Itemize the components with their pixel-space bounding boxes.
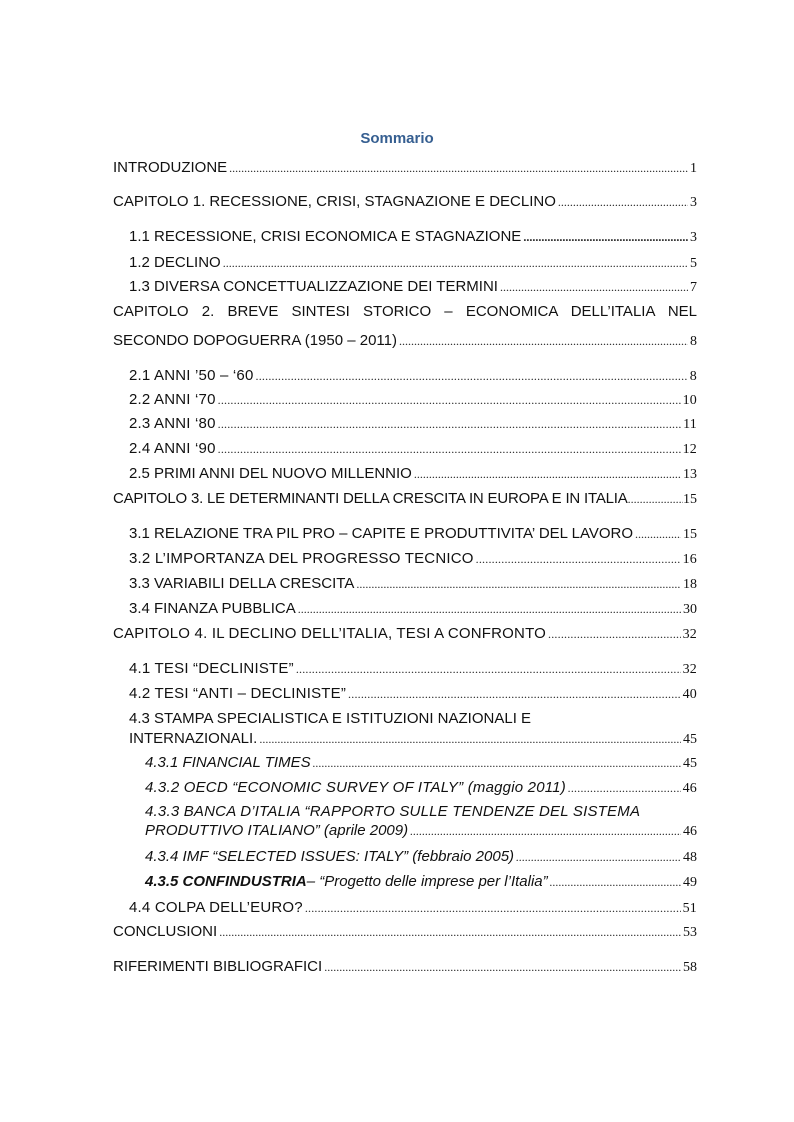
page-title: Sommario xyxy=(360,130,434,147)
toc-entry[interactable] xyxy=(129,413,697,435)
toc-entry-label: 1.1 RECESSIONE, CRISI ECONOMICA E STAGNAZIONE xyxy=(129,228,522,245)
toc-entry-label: 2.1 ANNI ’50 – ‘60 xyxy=(129,367,254,384)
toc-leader xyxy=(523,226,688,248)
toc-leader xyxy=(256,365,688,387)
toc-leader xyxy=(218,438,681,460)
toc-entry[interactable] xyxy=(145,777,697,799)
toc-page-number: 10 xyxy=(682,393,697,408)
toc-entry-label: INTERNAZIONALI. xyxy=(129,730,258,747)
toc-leader xyxy=(635,523,681,545)
toc-entry[interactable] xyxy=(129,548,697,570)
toc-entry-label: 4.3.1 FINANCIAL TIMES xyxy=(145,754,311,771)
toc-leader xyxy=(229,157,688,179)
toc-entry-label: 2.2 ANNI ‘70 xyxy=(129,391,216,408)
toc-entry[interactable] xyxy=(145,752,697,774)
toc-entry[interactable] xyxy=(129,728,697,750)
toc-page-number: 8 xyxy=(690,334,697,349)
toc-page-number: 7 xyxy=(690,280,697,295)
toc-entry[interactable] xyxy=(129,683,697,705)
toc-entry[interactable] xyxy=(145,871,697,893)
toc-entry-label: 3.1 RELAZIONE TRA PIL PRO – CAPITE E PRODUTTIVITA’ DEL LAVORO xyxy=(129,525,634,542)
toc-entry[interactable] xyxy=(129,365,697,387)
toc-leader xyxy=(296,658,681,680)
toc-entry[interactable] xyxy=(129,463,697,485)
toc-page-number: 1 xyxy=(690,161,697,176)
toc-entry-label: CAPITOLO 3. LE DETERMINANTI DELLA CRESCITA IN EUROPA E IN ITALIA xyxy=(113,490,628,507)
toc-entry[interactable] xyxy=(129,658,697,680)
toc-entry-label: 2.4 ANNI ‘90 xyxy=(129,440,216,457)
toc-page-number: 5 xyxy=(690,256,697,271)
toc-leader xyxy=(324,956,681,978)
toc-page-number: 16 xyxy=(682,552,697,567)
toc-entry[interactable] xyxy=(113,488,697,510)
toc-page-number: 8 xyxy=(689,369,697,384)
toc-entry-label: RIFERIMENTI BIBLIOGRAFICI xyxy=(113,958,323,975)
toc-page-number: 12 xyxy=(682,442,697,457)
toc-leader xyxy=(399,330,688,352)
toc-entry-label: 2.5 PRIMI ANNI DEL NUOVO MILLENNIO xyxy=(129,465,412,482)
toc-entry-label: CAPITOLO 4. IL DECLINO DELL’ITALIA, TESI A CONFRONTO xyxy=(113,625,547,642)
toc-entry[interactable] xyxy=(113,330,697,352)
toc-page-number: 46 xyxy=(683,824,697,839)
toc-leader xyxy=(568,777,681,799)
toc-page-number: 51 xyxy=(682,901,697,916)
toc-leader xyxy=(218,413,681,435)
toc-leader xyxy=(500,276,688,298)
toc-entry[interactable] xyxy=(129,276,697,298)
toc-entry-label: CONCLUSIONI xyxy=(113,923,218,940)
toc-entry[interactable] xyxy=(129,438,697,460)
toc-page-number: 48 xyxy=(683,850,697,865)
toc-page-number: 58 xyxy=(683,960,697,975)
toc-page-number: 11 xyxy=(683,417,697,432)
toc-entry-label: 3.2 L’IMPORTANZA DEL PROGRESSO TECNICO xyxy=(129,550,474,567)
toc-entry[interactable] xyxy=(129,226,697,248)
toc-entry-label: 2.3 ANNI ‘80 xyxy=(129,415,216,432)
toc-leader xyxy=(550,871,681,893)
toc-entry[interactable] xyxy=(129,389,697,411)
toc-entry[interactable] xyxy=(129,598,697,620)
toc-leader xyxy=(348,683,681,705)
toc-entry[interactable] xyxy=(113,157,697,179)
toc-entry[interactable] xyxy=(145,846,697,868)
toc-page-number: 32 xyxy=(682,627,697,642)
toc-leader xyxy=(305,897,681,919)
toc-entry-label: 4.4 COLPA DELL’EURO? xyxy=(129,899,303,916)
toc-entry[interactable] xyxy=(129,252,697,274)
toc-leader xyxy=(356,573,681,595)
toc-entry[interactable] xyxy=(129,573,697,595)
toc-page-number: 3 xyxy=(690,195,697,210)
toc-entry[interactable] xyxy=(113,191,697,213)
toc-entry[interactable] xyxy=(113,623,697,645)
toc-page-number: 45 xyxy=(683,732,697,747)
toc-leader xyxy=(476,548,681,570)
toc-page-number: 53 xyxy=(683,925,697,940)
toc-page-number: 15 xyxy=(683,527,697,542)
toc-entry[interactable] xyxy=(145,820,697,842)
toc-entry-label-rest: – “Progetto delle imprese per l’Italia” xyxy=(306,873,548,890)
toc-leader xyxy=(410,820,681,842)
toc-page-number: 30 xyxy=(683,602,697,617)
toc-page-number: 15 xyxy=(683,492,697,507)
toc-leader xyxy=(219,921,681,943)
toc-page-number: 18 xyxy=(683,577,697,592)
toc-entry-continued[interactable]: 4.3 STAMPA SPECIALISTICA E ISTITUZIONI NAZIONALI E xyxy=(129,710,532,727)
toc-entry-label: INTRODUZIONE xyxy=(113,159,228,176)
toc-entry-label: 4.1 TESI “DECLINISTE” xyxy=(129,660,294,677)
toc-entry-continued[interactable]: 4.3.3 BANCA D’ITALIA “RAPPORTO SULLE TENDENZE DEL SISTEMA xyxy=(145,803,641,820)
toc-leader xyxy=(218,389,681,411)
toc-entry-continued[interactable]: CAPITOLO 2. BREVE SINTESI STORICO – ECONOMICA DELL’ITALIA NEL xyxy=(113,303,697,320)
toc-page-number: 49 xyxy=(683,875,697,890)
toc-entry-label: 4.2 TESI “ANTI – DECLINISTE” xyxy=(129,685,347,702)
toc-entry-label: 3.4 FINANZA PUBBLICA xyxy=(129,600,296,617)
toc-page-number: 40 xyxy=(682,687,697,702)
toc-entry-label: 4.3.2 OECD “ECONOMIC SURVEY OF ITALY” (maggio 2011) xyxy=(145,779,566,796)
toc-leader xyxy=(628,488,683,510)
toc-page-number: 45 xyxy=(683,756,697,771)
toc-leader xyxy=(313,752,681,774)
toc-entry-label: 4.3.5 CONFINDUSTRIA xyxy=(145,873,307,890)
toc-entry-label: CAPITOLO 1. RECESSIONE, CRISI, STAGNAZIONE E DECLINO xyxy=(113,193,556,210)
toc-leader xyxy=(516,846,681,868)
toc-leader xyxy=(548,623,681,645)
toc-leader xyxy=(558,191,688,213)
toc-entry-label: SECONDO DOPOGUERRA (1950 – 2011) xyxy=(113,332,397,349)
toc-entry-label: PRODUTTIVO ITALIANO” (aprile 2009) xyxy=(145,822,409,839)
toc-page-number: 32 xyxy=(682,662,697,677)
toc-entry-label: 1.3 DIVERSA CONCETTUALIZZAZIONE DEI TERMINI xyxy=(129,278,498,295)
toc-entry-label: 1.2 DECLINO xyxy=(129,254,221,271)
toc-entry[interactable] xyxy=(129,523,697,545)
toc-entry-label: 4.3.4 IMF “SELECTED ISSUES: ITALY” (febbraio 2005) xyxy=(145,848,515,865)
toc-entry[interactable] xyxy=(113,956,697,978)
toc-entry[interactable] xyxy=(129,897,697,919)
toc-leader xyxy=(298,598,681,620)
toc-leader xyxy=(259,728,681,750)
toc-leader xyxy=(223,252,688,274)
toc-page-number: 3 xyxy=(690,230,697,245)
toc-entry[interactable] xyxy=(113,921,697,943)
toc-page-number: 13 xyxy=(683,467,697,482)
toc-leader xyxy=(414,463,681,485)
toc-entry-label: 3.3 VARIABILI DELLA CRESCITA xyxy=(129,575,355,592)
toc-page-number: 46 xyxy=(682,781,697,796)
